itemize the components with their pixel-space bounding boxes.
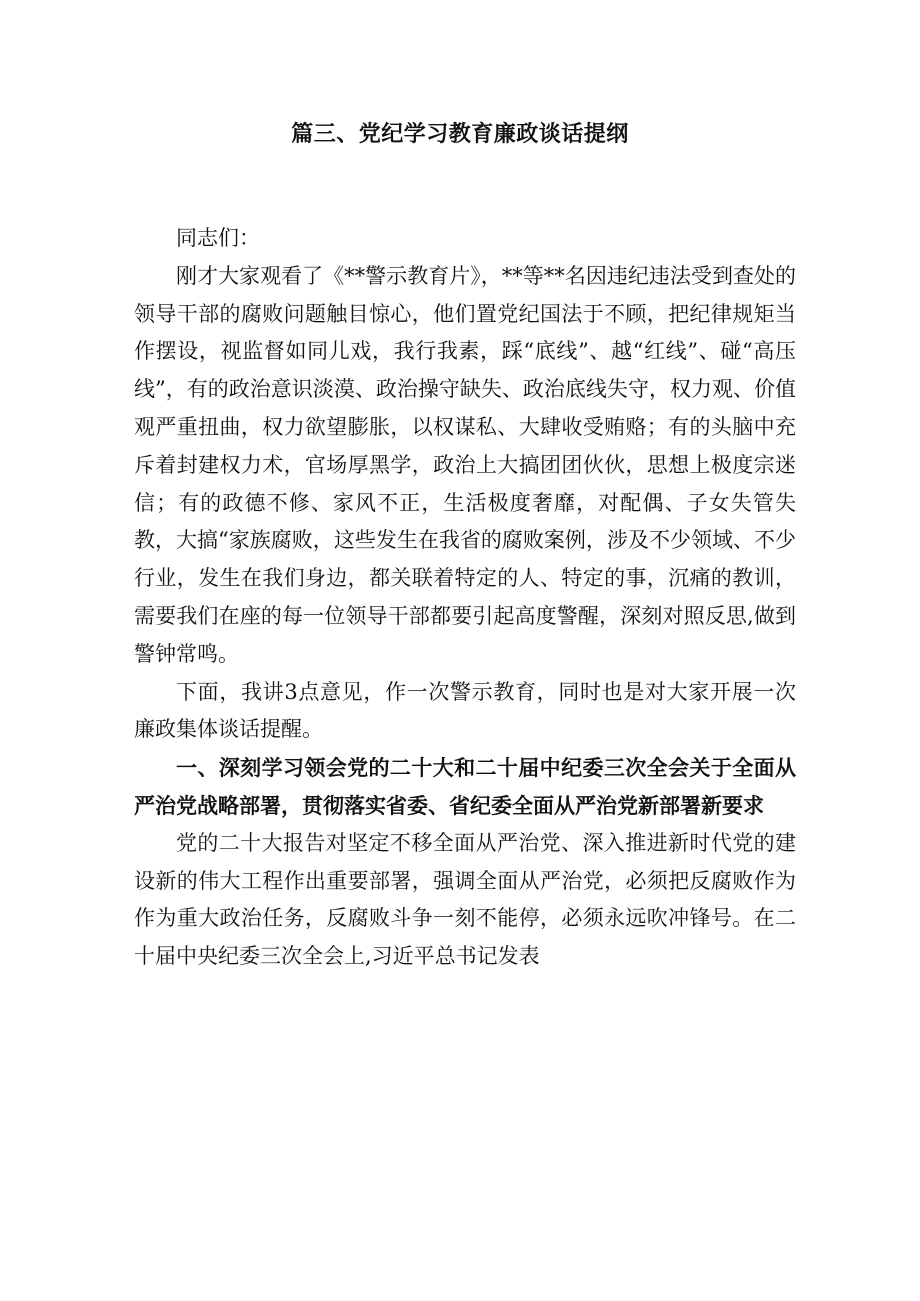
body-paragraph: 刚才大家观看了《**警示教育片》，**等**名因违纪违法受到查处的领导干部的腐败问题触目惊心，他们置党纪国法于不顾，把纪律规矩当作摆设，视监督如同儿戏，我行我素，踩“底线”、越“红线”、碰“高压线”，有的政治意识淡漠、政治操守缺失、政治底线失守，权力观、价值观严重扭曲，权力欲望膨胀，以权谋私、大肆收受贿赂；有的头脑中充斥着封建权力术，官场厚黑学，政治上大搞团团伙伙，思想上极度宗迷信；有的政德不修、家风不正，生活极度奢靡，对配偶、子女失管失教，大搞“家族腐败，这些发生在我省的腐败案例，涉及不少领域、不少行业，发生在我们身边，都关联着特定的人、特定的事，沉痛的教训，需要我们在座的每一位领导干部都要引起高度警醒，深刻对照反思,做到警钟常鸣。 xyxy=(134,263,796,666)
document-body xyxy=(134,220,796,976)
body-paragraph: 同志们： xyxy=(176,226,260,250)
body-paragraph: 下面，我讲3点意见，作一次警示教育，同时也是对大家开展一次廉政集体谈话提醒。 xyxy=(134,679,796,742)
document-title: 篇三、党纪学习教育廉政谈话提纲 xyxy=(291,121,629,147)
section-heading: 一、深刻学习领会党的二十大和二十届中纪委三次全会关于全面从严治党战略部署，贯彻落实省委、省纪委全面从严治党新部署新要求 xyxy=(134,755,796,818)
body-paragraph: 党的二十大报告对坚定不移全面从严治党、深入推进新时代党的建设新的伟大工程作出重要部署，强调全面从严治党，必须把反腐败作为作为重大政治任务，反腐败斗争一刻不能停，必须永远吹冲锋号。在二十届中央纪委三次全会上,习近平总书记发表 xyxy=(134,830,796,969)
